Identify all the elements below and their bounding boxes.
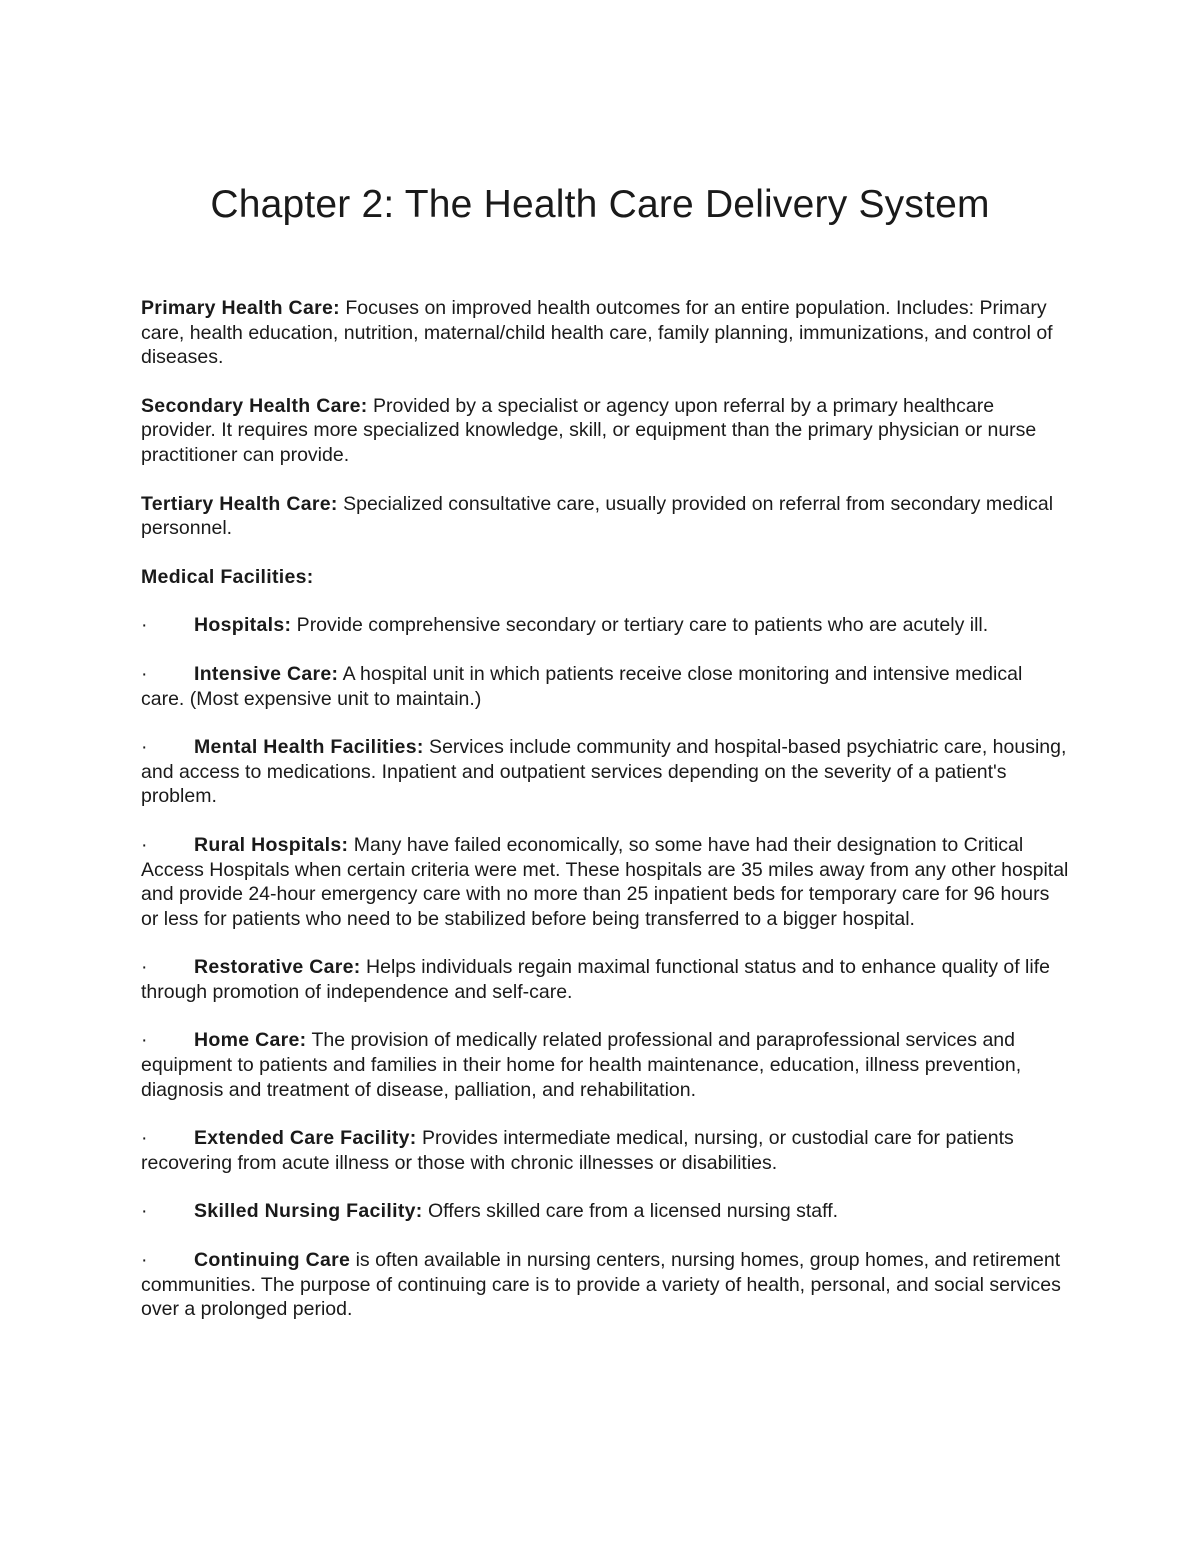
bullet-icon: · <box>141 956 148 979</box>
facility-term: Continuing Care <box>194 1249 351 1272</box>
facility-term: Home Care: <box>194 1029 307 1052</box>
facility-term: Skilled Nursing Facility: <box>194 1200 423 1223</box>
facility-item-restorative-care <box>141 955 1071 1004</box>
facility-item-hospitals <box>141 613 1071 638</box>
definition-text: Focuses on improved health outcomes for an entire population. Includes: Primary care, health education, nutrition, maternal/child health care, family planning, immunizations, and control of diseases. <box>141 297 1053 369</box>
facility-term: Intensive Care: <box>194 662 339 685</box>
facility-item-continuing-care <box>141 1248 1071 1322</box>
facility-term: Restorative Care: <box>194 956 361 979</box>
document-body <box>141 296 1071 1346</box>
bullet-icon: · <box>141 1029 148 1052</box>
facility-term: Rural Hospitals: <box>194 833 349 856</box>
facility-text: Offers skilled care from a licensed nursing staff. <box>422 1200 839 1223</box>
definition-term: Secondary Health Care: <box>141 394 368 417</box>
bullet-icon: · <box>141 833 148 856</box>
facility-item-intensive-care <box>141 662 1071 711</box>
definition-primary-health-care <box>141 296 1071 370</box>
page-title: Chapter 2: The Health Care Delivery System <box>210 183 990 226</box>
definition-tertiary-health-care <box>141 492 1071 541</box>
facility-text: Provides intermediate medical, nursing, or custodial care for patients recovering from acute illness or those with chronic illnesses or disabilities. <box>141 1127 1014 1174</box>
definition-term: Tertiary Health Care: <box>141 492 338 515</box>
bullet-icon: · <box>141 614 148 637</box>
facility-text: Many have failed economically, so some have had their designation to Critical Access Hospitals when certain criteria were met. These hospitals are 35 miles away from any other hospital and provide 24-hour emergency care with no more than 25 inpatient beds for temporary care for 96 hours or less for patients who need to be stabilized before being transferred to a bigger hospital. <box>141 833 1069 930</box>
definition-text: Provided by a specialist or agency upon referral by a primary healthcare provider. It requires more specialized knowledge, skill, or equipment than the primary physician or nurse practitioner can provide. <box>141 394 1037 466</box>
definition-secondary-health-care <box>141 394 1071 468</box>
facility-text: Services include community and hospital-based psychiatric care, housing, and access to medications. Inpatient and outpatient services depending on the severity of a patient's problem. <box>141 736 1067 808</box>
bullet-icon: · <box>141 1200 148 1223</box>
facility-item-mental-health-facilities <box>141 735 1071 809</box>
bullet-icon: · <box>141 736 148 759</box>
facility-text: is often available in nursing centers, nursing homes, group homes, and retirement communities. The purpose of continuing care is to provide a variety of health, personal, and social services over a prolonged period. <box>141 1249 1061 1321</box>
bullet-icon: · <box>141 662 148 685</box>
facility-item-home-care <box>141 1028 1071 1102</box>
facility-item-skilled-nursing-facility <box>141 1199 1071 1224</box>
facility-term: Hospitals: <box>194 614 292 637</box>
facility-text: A hospital unit in which patients receive close monitoring and intensive medical care. (Most expensive unit to maintain.) <box>141 662 1023 710</box>
facility-item-extended-care-facility <box>141 1126 1071 1175</box>
definition-text: Specialized consultative care, usually provided on referral from secondary medical personnel. <box>141 492 1054 540</box>
facility-text: The provision of medically related professional and paraprofessional services and equipment to patients and families in their home for health maintenance, education, illness prevention, diagnosis and treatment of disease, palliation, and rehabilitation. <box>141 1029 1022 1101</box>
facility-text: Helps individuals regain maximal functional status and to enhance quality of life through promotion of independence and self-care. <box>141 956 1050 1003</box>
bullet-icon: · <box>141 1249 148 1272</box>
bullet-icon: · <box>141 1127 148 1150</box>
facility-item-rural-hospitals <box>141 833 1071 931</box>
facility-term: Extended Care Facility: <box>194 1127 417 1150</box>
definition-term: Primary Health Care: <box>141 297 340 319</box>
facility-term: Mental Health Facilities: <box>194 736 424 759</box>
facility-text: Provide comprehensive secondary or tertiary care to patients who are acutely ill. <box>291 614 989 637</box>
section-heading-medical-facilities: Medical Facilities: <box>141 565 314 588</box>
